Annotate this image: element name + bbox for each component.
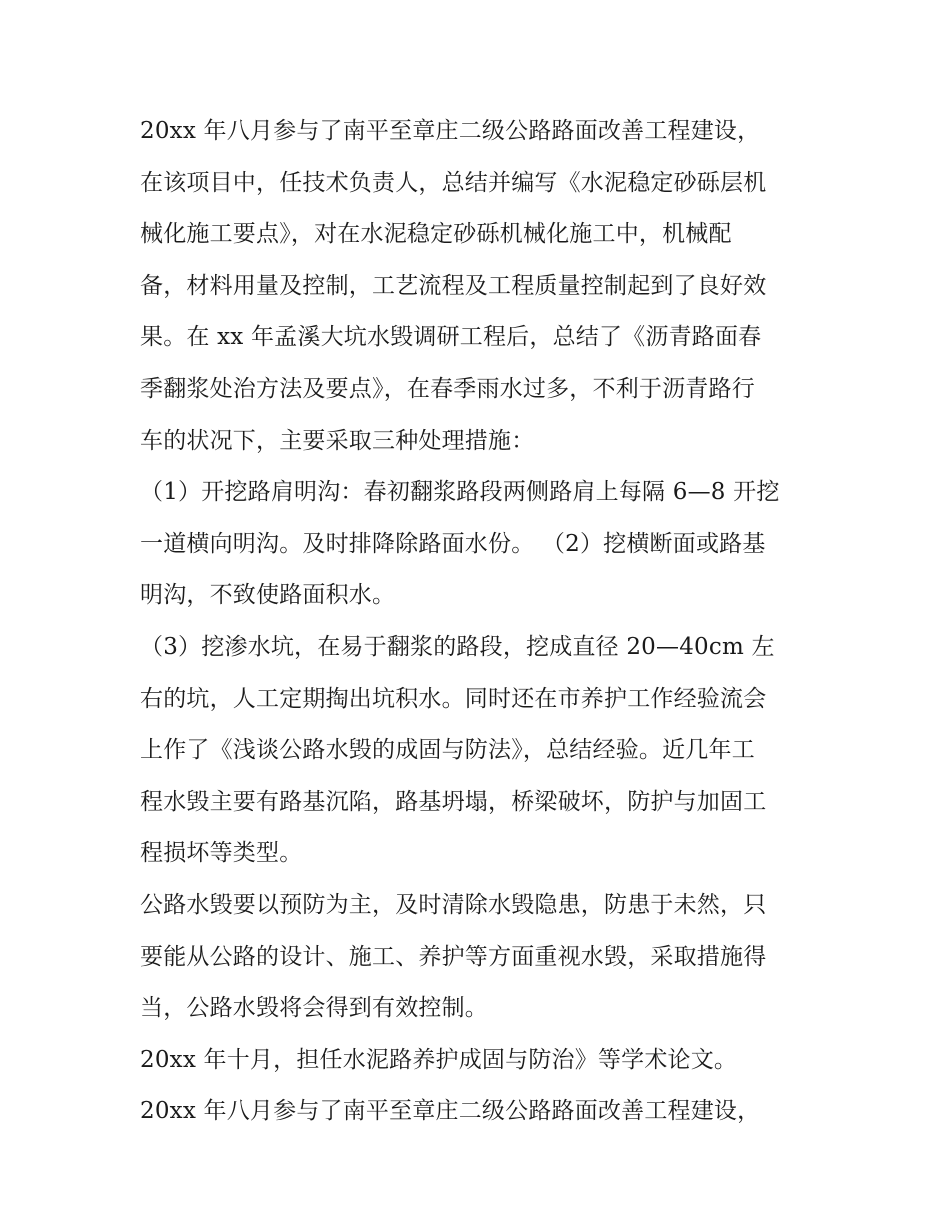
document-body [140, 106, 810, 1138]
text-line-6: 季翻浆处治方法及要点》，在春季雨水过多，不利于沥青路行 [140, 375, 755, 402]
text-line-20: 20xx 年八月参与了南平至章庄二级公路路面改善工程建设， [140, 1098, 761, 1125]
text-line-12: 右的坑，人工定期掏出坑积水。同时还在市养护工作经验流会 [140, 685, 767, 712]
text-line-14: 程水毁主要有路基沉陷，路基坍塌，桥梁破坏，防护与加固工 [140, 788, 767, 815]
text-line-5: 果。在 xx 年孟溪大坑水毁调研工程后，总结了《沥青路面春 [140, 324, 762, 351]
text-line-15: 程损坏等类型。 [140, 840, 303, 867]
text-line-3: 械化施工要点》，对在水泥稳定砂砾机械化施工中，机械配 [140, 221, 732, 248]
text-line-19: 20xx 年十月，担任水泥路养护成固与防治》等学术论文。 [140, 1046, 738, 1073]
text-line-18: 当，公路水毁将会得到有效控制。 [140, 995, 488, 1022]
text-line-7: 车的状况下，主要采取三种处理措施： [140, 427, 535, 454]
text-line-11: （3）挖渗水坑，在易于翻浆的路段，挖成直径 20—40cm 左 [140, 633, 775, 660]
text-line-13: 上作了《浅谈公路水毁的成固与防法》，总结经验。近几年工 [140, 737, 755, 764]
text-line-2: 在该项目中，任技术负责人，总结并编写《水泥稳定砂砾层机 [140, 169, 767, 196]
text-line-10: 明沟，不致使路面积水。 [140, 582, 396, 609]
text-line-16: 公路水毁要以预防为主，及时清除水毁隐患，防患于未然，只 [140, 891, 767, 918]
text-line-4: 备，材料用量及控制，工艺流程及工程质量控制起到了良好效 [140, 272, 767, 299]
text-line-8: （1）开挖路肩明沟：春初翻浆路段两侧路肩上每隔 6—8 开挖 [140, 479, 780, 506]
text-line-17: 要能从公路的设计、施工、养护等方面重视水毁，采取措施得 [140, 943, 767, 970]
text-line-1: 20xx 年八月参与了南平至章庄二级公路路面改善工程建设， [140, 118, 761, 144]
text-line-9: 一道横向明沟。及时排降除路面水份。 （2）挖横断面或路基 [140, 530, 766, 557]
